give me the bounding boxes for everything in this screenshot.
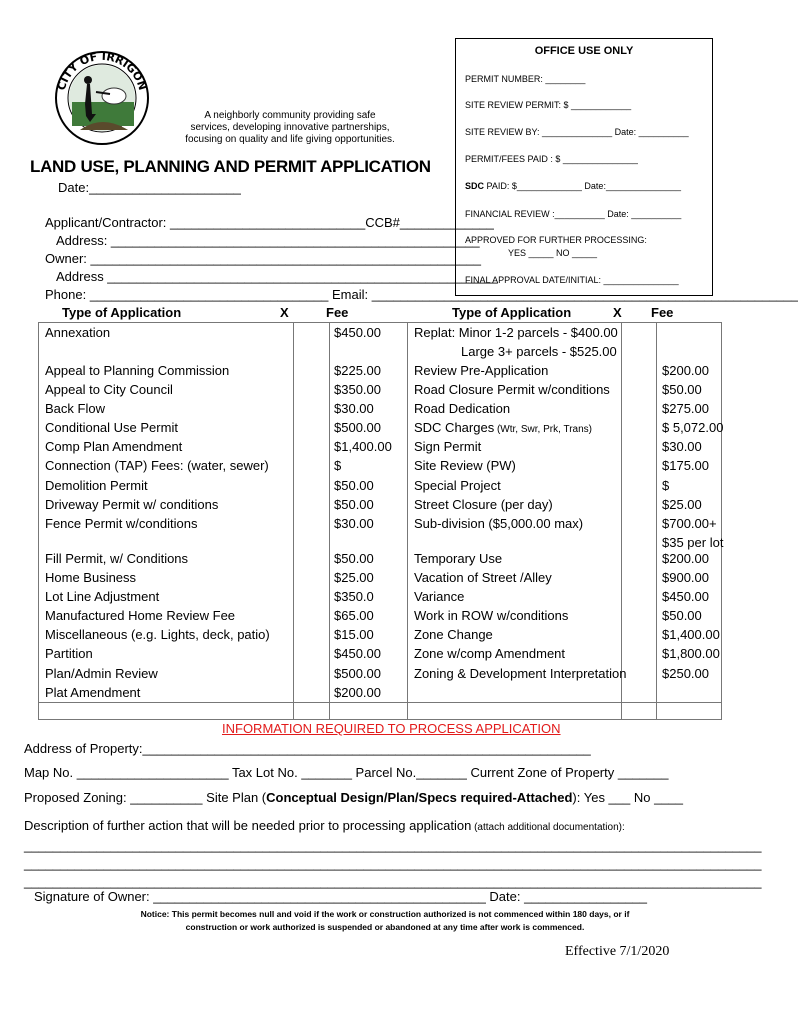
list-item: Conditional Use Permit: [45, 420, 178, 436]
list-item: Sign Permit: [414, 439, 482, 455]
header-fee-right: Fee: [651, 305, 674, 320]
left-type-column: [45, 323, 110, 342]
fee-value: $175.00: [662, 458, 709, 474]
fee-value: $50.00: [334, 496, 374, 512]
list-item: Comp Plan Amendment: [45, 439, 183, 455]
tagline-line: focusing on quality and life giving opportunities.: [185, 134, 395, 145]
list-item: Zone Change: [414, 627, 493, 643]
list-item: Appeal to Planning Commission: [45, 363, 230, 378]
list-item: Plat Amendment: [45, 684, 141, 700]
description-line[interactable]: ______________________________________________________________________________________________________: [24, 856, 762, 871]
list-item: Special Project: [414, 477, 501, 493]
header-x-right: X: [613, 305, 622, 320]
list-item: Partition: [45, 646, 93, 662]
owner-field[interactable]: Owner: ______________________________________________________: [45, 251, 481, 266]
right-type-column: [414, 549, 626, 683]
list-item: Review Pre-Application: [414, 363, 549, 378]
office-use-heading: OFFICE USE ONLY: [534, 45, 634, 57]
date-line[interactable]: Date:_____________________: [58, 180, 241, 195]
sdc-label: SDC: [465, 181, 485, 191]
list-item: Road Closure Permit w/conditions: [414, 382, 610, 398]
fee-value: $500.00: [334, 665, 381, 681]
fee-value: $ 5,072.00: [662, 420, 724, 436]
site-review-permit-field[interactable]: SITE REVIEW PERMIT: $ ____________: [465, 100, 632, 110]
fee-value: $25.00: [662, 496, 702, 512]
permit-fees-paid-field[interactable]: PERMIT/FEES PAID : $ _______________: [465, 154, 638, 164]
fee-value: $30.00: [334, 515, 374, 531]
city-logo: [52, 44, 152, 148]
applicant-contractor-field[interactable]: Applicant/Contractor: ___________________________CCB#_____________: [45, 215, 494, 230]
phone-email-field[interactable]: Phone: _________________________________ Email: ___________________________________________________________: [45, 287, 798, 302]
financial-review-field[interactable]: FINANCIAL REVIEW :__________ Date: __________: [465, 209, 682, 219]
sdc-paid-field[interactable]: [465, 179, 681, 194]
fee-value: $1,400.00: [334, 439, 392, 455]
fee-value: $50.00: [662, 608, 702, 624]
fee-value: $15.00: [334, 627, 374, 643]
left-fee-column: [334, 361, 392, 533]
info-heading: INFORMATION REQUIRED TO PROCESS APPLICATION: [222, 721, 561, 736]
list-item: Miscellaneous (e.g. Lights, deck, patio): [45, 627, 270, 643]
right-type-column: [414, 361, 610, 533]
list-item: Road Dedication: [414, 401, 511, 417]
notice-text: construction or work authorized is suspended or abandoned at any time after work is commenced.: [185, 922, 585, 932]
list-item: Replat: Minor 1-2 parcels - $400.00: [414, 325, 618, 340]
list-item: Home Business: [45, 570, 137, 586]
left-fee-column: [334, 549, 381, 702]
description-label: [24, 818, 625, 835]
list-item: Work in ROW w/conditions: [414, 608, 569, 624]
site-plan-yes-no: ): Yes ___ No ____: [572, 790, 684, 805]
fee-value: $700.00+: [662, 515, 717, 531]
fee-value: $350.0: [334, 589, 374, 605]
address-of-property-field[interactable]: Address of Property:______________________________________________________________: [24, 741, 591, 756]
notice-text: Notice: This permit becomes null and void if the work or construction authorized is not commenced within 180 days, or if: [140, 909, 630, 919]
tagline-line: A neighborly community providing safe: [204, 110, 376, 121]
map-taxlot-parcel-zone-field[interactable]: Map No. _____________________ Tax Lot No. _______ Parcel No._______ Current Zone of Property _______: [24, 765, 669, 780]
approved-yes-no[interactable]: YES _____ NO _____: [508, 248, 598, 258]
list-item: Sub-division ($5,000.00 max): [414, 515, 584, 531]
effective-date: Effective 7/1/2020: [565, 944, 670, 959]
permit-number-field[interactable]: PERMIT NUMBER: ________: [465, 74, 586, 84]
tagline-line: services, developing innovative partnerships,: [190, 122, 390, 133]
list-item: Fence Permit w/conditions: [45, 515, 198, 531]
list-item: Temporary Use: [414, 551, 503, 566]
description-text: Description of further action that will be needed prior to processing application: [24, 818, 472, 833]
proposed-zoning-text: Proposed Zoning: __________ Site Plan (: [24, 790, 267, 805]
page-title: LAND USE, PLANNING AND PERMIT APPLICATION: [30, 157, 431, 176]
header-x-left: X: [280, 305, 289, 320]
signature-field[interactable]: Signature of Owner: ______________________________________________ Date: _________________: [34, 889, 648, 904]
right-fee-column: [662, 361, 723, 552]
list-item: Annexation: [45, 325, 111, 340]
site-review-by-field[interactable]: SITE REVIEW BY: ______________ Date: __________: [465, 127, 689, 137]
list-item: Zoning & Development Interpretation: [414, 665, 627, 681]
list-item: Manufactured Home Review Fee: [45, 608, 236, 624]
fee-value: $900.00: [662, 570, 709, 586]
list-item: Demolition Permit: [45, 477, 148, 493]
fee-value: $50.00: [662, 382, 702, 398]
fee-value: $65.00: [334, 608, 374, 624]
proposed-zoning-field[interactable]: [24, 790, 683, 805]
description-line[interactable]: ______________________________________________________________________________________________________: [24, 838, 762, 853]
right-type-column: [414, 323, 618, 361]
fee-value: $200.00: [662, 363, 709, 378]
header-type-right: Type of Application: [452, 305, 572, 320]
final-approval-field[interactable]: FINAL APPROVAL DATE/INITIAL: _______________: [465, 275, 679, 285]
list-item: Back Flow: [45, 401, 105, 417]
fee-value: $450.00: [334, 325, 381, 340]
fee-value: $275.00: [662, 401, 709, 417]
fee-value: $1,800.00: [662, 646, 720, 662]
fee-value: $450.00: [662, 589, 709, 605]
fee-value: $200.00: [334, 684, 381, 700]
tagline: [160, 110, 420, 146]
fee-value: $25.00: [334, 570, 374, 586]
fee-value: $: [662, 477, 670, 493]
fee-value: $1,400.00: [662, 627, 720, 643]
owner-address-field[interactable]: Address ______________________________________________________: [56, 269, 498, 284]
fee-value: $250.00: [662, 665, 709, 681]
fee-value: $50.00: [334, 477, 374, 493]
fee-value: $: [334, 458, 342, 474]
list-item: Connection (TAP) Fees: (water, sewer): [45, 458, 269, 474]
fee-value: $30.00: [334, 401, 374, 417]
list-item: Fill Permit, w/ Conditions: [45, 551, 189, 566]
fee-value: $35 per lot: [662, 534, 724, 550]
list-item: [414, 418, 610, 437]
fee-value: $450.00: [334, 646, 381, 662]
fee-value: $225.00: [334, 363, 381, 378]
fee-value: $500.00: [334, 420, 381, 436]
logo-text: CITY OF IRRIGON: [54, 49, 150, 92]
list-item: Street Closure (per day): [414, 496, 553, 512]
fee-value: $200.00: [662, 551, 709, 566]
list-item: Variance: [414, 589, 465, 605]
header-fee-left: Fee: [326, 305, 349, 320]
left-fee-column: [334, 323, 381, 342]
approved-label: APPROVED FOR FURTHER PROCESSING:: [465, 235, 647, 245]
fee-value: $50.00: [334, 551, 374, 566]
fee-value: $30.00: [662, 439, 702, 455]
right-fee-column: [662, 549, 720, 683]
description-note: (attach additional documentation):: [471, 822, 625, 833]
list-item: Zone w/comp Amendment: [414, 646, 566, 662]
list-item: Vacation of Street /Alley: [414, 570, 552, 586]
office-use-box: [455, 38, 713, 296]
sdc-charges-label: SDC Charges: [414, 420, 495, 436]
left-type-column: [45, 549, 270, 702]
applicant-address-field[interactable]: Address: ___________________________________________________: [56, 233, 480, 248]
sdc-paid-text: PAID: $_____________ Date:_______________: [484, 181, 682, 191]
list-item: Large 3+ parcels - $525.00: [461, 344, 617, 360]
list-item: Lot Line Adjustment: [45, 589, 160, 605]
sdc-charges-note: (Wtr, Swr, Prk, Trans): [494, 424, 592, 436]
site-plan-requirement: Conceptual Design/Plan/Specs required-Attached: [266, 790, 573, 805]
list-item: Site Review (PW): [414, 458, 516, 474]
description-line[interactable]: ______________________________________________________________________________________________________: [24, 874, 762, 889]
left-type-column: [45, 361, 269, 533]
list-item: Plan/Admin Review: [45, 665, 158, 681]
fee-value: $350.00: [334, 382, 381, 398]
list-item: Driveway Permit w/ conditions: [45, 496, 219, 512]
header-type-left: Type of Application: [62, 305, 182, 320]
list-item: Appeal to City Council: [45, 382, 173, 398]
